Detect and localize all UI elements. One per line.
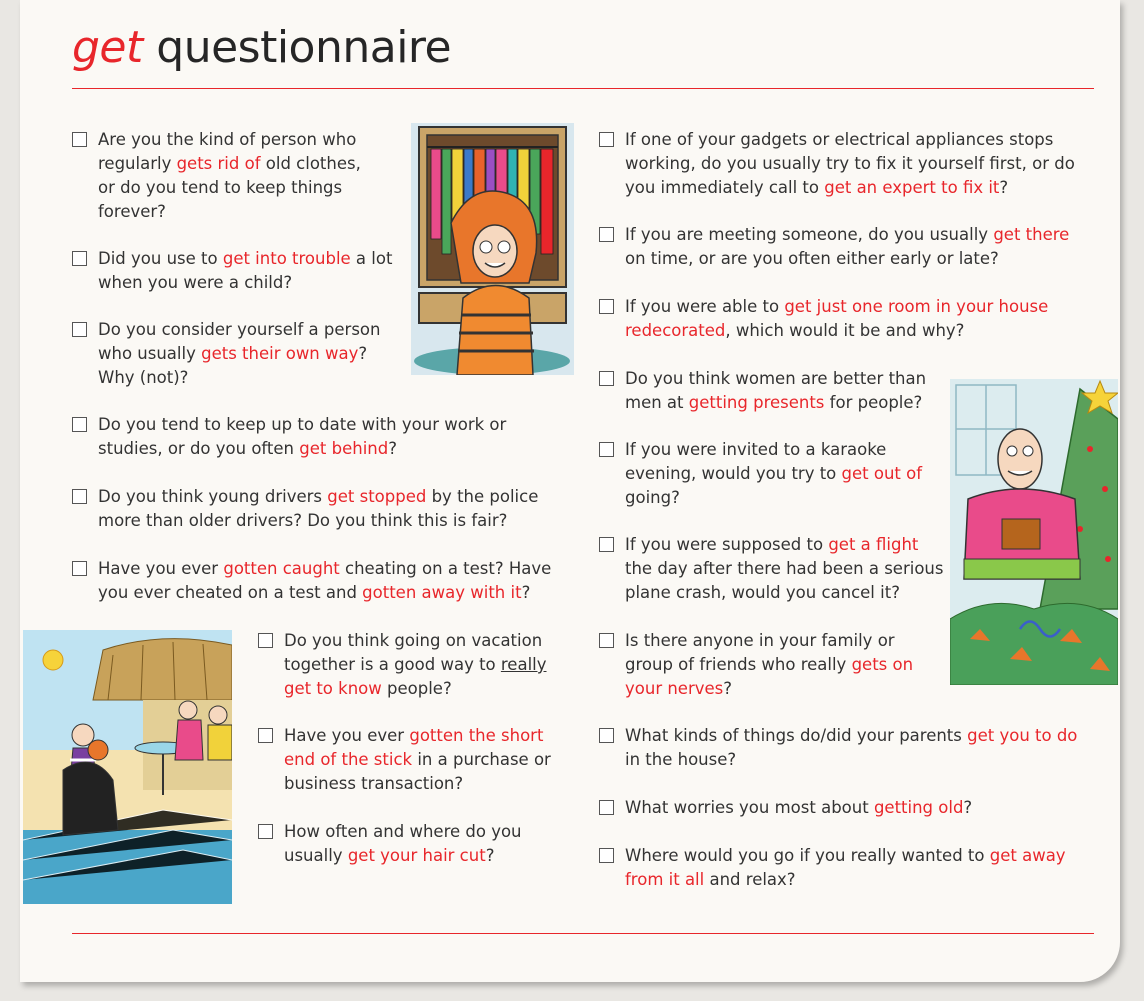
question-item [599, 533, 944, 605]
question-item [599, 128, 1089, 200]
question-text: Have you ever gotten caught cheating on a test? Have you ever cheated on a test and gotten away with it? [98, 559, 552, 602]
question-checkbox[interactable] [72, 251, 87, 266]
question-checkbox[interactable] [258, 728, 273, 743]
question-item [599, 367, 944, 415]
question-text: Do you think women are better than men at getting presents for people? [625, 369, 927, 412]
question-checkbox[interactable] [599, 227, 614, 242]
question-item [599, 629, 929, 701]
question-item [599, 844, 1079, 892]
question-item [72, 413, 552, 461]
title-accent: get [72, 22, 143, 73]
question-text: Have you ever gotten the short end of the stick in a purchase or business transaction? [284, 726, 551, 793]
question-checkbox[interactable] [258, 633, 273, 648]
question-text: Did you use to get into trouble a lot when you were a child? [98, 249, 393, 292]
question-checkbox[interactable] [72, 322, 87, 337]
question-text: Do you think young drivers get stopped by the police more than older drivers? Do you think this is fair? [98, 487, 539, 530]
bottom-rule [72, 933, 1094, 934]
question-item [258, 820, 568, 868]
question-checkbox[interactable] [258, 824, 273, 839]
beach-cafe-illustration [23, 630, 232, 904]
question-text: If you were supposed to get a flight the day after there had been a serious plane crash, would you cancel it? [625, 535, 944, 602]
question-checkbox[interactable] [72, 489, 87, 504]
question-checkbox[interactable] [599, 800, 614, 815]
question-text: Do you think going on vacation together is a good way to really get to know people? [284, 631, 547, 698]
question-checkbox[interactable] [72, 561, 87, 576]
question-item [599, 223, 1089, 271]
question-item [72, 485, 562, 533]
question-text: Where would you go if you really wanted to get away from it all and relax? [625, 846, 1066, 889]
question-checkbox[interactable] [599, 442, 614, 457]
question-item [258, 629, 568, 701]
question-checkbox[interactable] [599, 299, 614, 314]
question-text: If one of your gadgets or electrical appliances stops working, do you usually try to fix it yourself first, or do you immediately call to get an expert to fix it? [625, 130, 1075, 197]
question-checkbox[interactable] [599, 848, 614, 863]
question-checkbox[interactable] [599, 132, 614, 147]
question-text: Do you consider yourself a person who usually gets their own way? Why (not)? [98, 320, 381, 387]
top-rule [72, 88, 1094, 89]
question-item [599, 295, 1079, 343]
question-text: If you were invited to a karaoke evening, would you try to get out of going? [625, 440, 923, 507]
question-item [599, 438, 929, 510]
question-text: Are you the kind of person who regularly gets rid of old clothes, or do you tend to keep things forever? [98, 130, 361, 221]
question-text: If you are meeting someone, do you usually get there on time, or are you often either early or late? [625, 225, 1070, 268]
question-item [258, 724, 568, 796]
question-item [72, 557, 572, 605]
question-text: What worries you most about getting old? [625, 798, 973, 817]
question-checkbox[interactable] [599, 633, 614, 648]
question-text: Do you tend to keep up to date with your work or studies, or do you often get behind? [98, 415, 507, 458]
wardrobe-illustration [411, 123, 574, 375]
question-text: What kinds of things do/did your parents get you to do in the house? [625, 726, 1078, 769]
question-text: Is there anyone in your family or group of friends who really gets on your nerves? [625, 631, 914, 698]
page-title [72, 22, 451, 73]
question-checkbox[interactable] [599, 537, 614, 552]
question-checkbox[interactable] [599, 371, 614, 386]
title-rest: questionnaire [156, 22, 452, 73]
question-item [599, 796, 1079, 820]
question-checkbox[interactable] [72, 417, 87, 432]
christmas-sweater-illustration [950, 379, 1118, 685]
question-text: If you were able to get just one room in your house redecorated, which would it be and why? [625, 297, 1049, 340]
question-item [72, 247, 402, 295]
question-item [72, 318, 402, 390]
question-text: How often and where do you usually get your hair cut? [284, 822, 522, 865]
question-item [72, 128, 372, 224]
question-checkbox[interactable] [72, 132, 87, 147]
worksheet-page [20, 0, 1120, 982]
question-item [599, 724, 1079, 772]
question-checkbox[interactable] [599, 728, 614, 743]
